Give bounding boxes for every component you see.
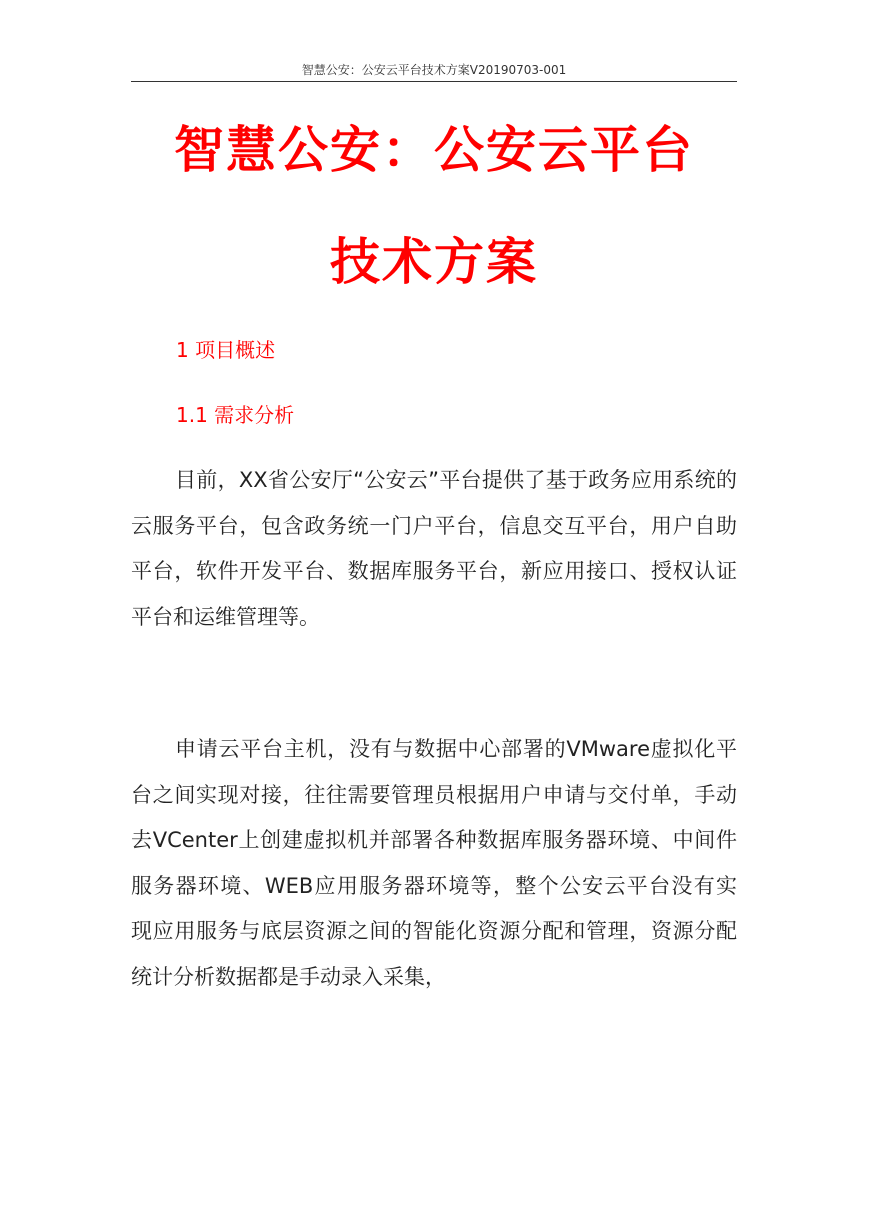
paragraph-line: 台之间实现对接，往往需要管理员根据用户申请与交付单，手动 bbox=[131, 782, 737, 807]
document-title-line-2: 技术方案 bbox=[330, 233, 538, 291]
paragraph-1 bbox=[131, 458, 737, 640]
paragraph-line: 现应用服务与底层资源之间的智能化资源分配和管理，资源分配 bbox=[131, 919, 737, 943]
section-heading-1: 1 项目概述 bbox=[176, 338, 276, 362]
paragraph-line: 平台和运维管理等。 bbox=[131, 604, 320, 629]
paragraph-line: 申请云平台主机，没有与数据中心部署的VMware虚拟化平 bbox=[175, 737, 737, 761]
header-rule bbox=[131, 81, 737, 82]
paragraph-line: 去VCenter上创建虚拟机并部署各种数据库服务器环境、中间件 bbox=[131, 828, 737, 852]
paragraph-line: 平台，软件开发平台、数据库服务平台，新应用接口、授权认证 bbox=[131, 559, 737, 583]
paragraph-line: 统计分析数据都是手动录入采集， bbox=[131, 964, 446, 989]
paragraph-line: 云服务平台，包含政务统一门户平台，信息交互平台，用户自助 bbox=[131, 513, 737, 538]
paragraph-line: 目前，XX省公安厅“公安云”平台提供了基于政务应用系统的 bbox=[175, 468, 737, 492]
document-title-line-1: 智慧公安：公安云平台 bbox=[174, 121, 694, 179]
running-header: 智慧公安：公安云平台技术方案V20190703-001 bbox=[301, 63, 567, 77]
section-heading-1-1: 1.1 需求分析 bbox=[176, 403, 295, 427]
paragraph-2 bbox=[131, 727, 737, 1000]
paragraph-line: 服务器环境、WEB应用服务器环境等，整个公安云平台没有实 bbox=[131, 873, 737, 898]
